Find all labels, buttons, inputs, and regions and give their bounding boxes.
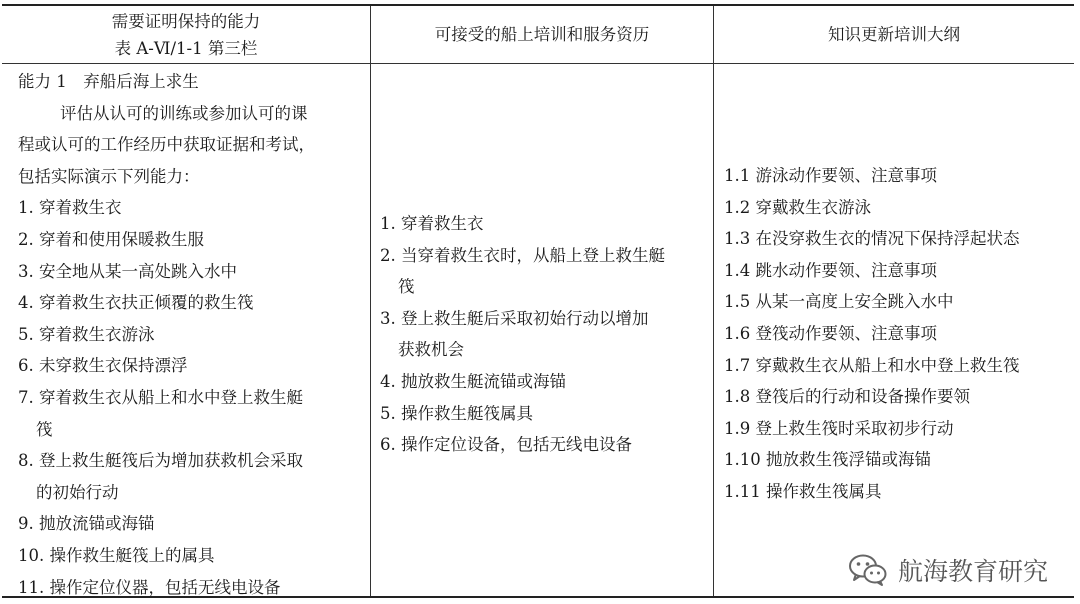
list-item-continuation: 获救机会 — [398, 340, 464, 360]
list-item: 1. 穿着救生衣 — [380, 214, 484, 233]
header-col1-line2: 表 A-Ⅵ/1-1 第三栏 — [114, 38, 258, 58]
list-item: 3. 安全地从某一高处跳入水中 — [18, 261, 237, 281]
list-item: 1. 穿着救生衣 — [18, 198, 122, 218]
list-item: 11. 操作定位仪器，包括无线电设备 — [18, 577, 281, 597]
list-item: 3. 登上救生艇后采取初始行动以增加 — [380, 308, 649, 328]
list-item: 4. 抛放救生艇流锚或海锚 — [380, 371, 566, 391]
syllabus-item: 1.1 游泳动作要领、注意事项 — [724, 166, 937, 185]
header-divider — [2, 63, 1074, 64]
list-item: 5. 操作救生艇筏属具 — [380, 403, 533, 423]
list-item: 10. 操作救生艇筏上的属具 — [18, 545, 215, 565]
list-item: 6. 操作定位设备，包括无线电设备 — [380, 435, 632, 455]
list-item: 5. 穿着救生衣游泳 — [18, 324, 155, 344]
watermark — [848, 552, 1048, 588]
syllabus-item: 1.2 穿戴救生衣游泳 — [724, 197, 871, 217]
syllabus-item: 1.11 操作救生筏属具 — [724, 481, 882, 501]
list-item: 8. 登上救生艇筏后为增加获救机会采取 — [18, 451, 303, 471]
col2-content — [380, 208, 710, 461]
competence-table — [2, 4, 1074, 598]
list-item: 9. 抛放流锚或海锚 — [18, 514, 155, 534]
list-item: 6. 未穿救生衣保持漂浮 — [18, 356, 188, 376]
intro-line: 包括实际演示下列能力： — [18, 166, 200, 186]
syllabus-item: 1.4 跳水动作要领、注意事项 — [724, 260, 937, 280]
col1-content — [18, 66, 366, 603]
list-item-continuation: 筏 — [36, 419, 53, 439]
header-col2 — [371, 6, 713, 63]
header-col1 — [2, 6, 370, 63]
header-col1-line1: 需要证明保持的能力 — [111, 11, 261, 31]
syllabus-item: 1.10 抛放救生筏浮锚或海锚 — [724, 450, 931, 470]
syllabus-item: 1.6 登筏动作要领、注意事项 — [724, 323, 937, 343]
wechat-icon — [848, 553, 888, 587]
header-col3 — [714, 6, 1074, 63]
list-item: 2. 穿着和使用保暖救生服 — [18, 229, 204, 249]
intro-line: 程或认可的工作经历中获取证据和考试， — [18, 135, 315, 155]
list-item: 7. 穿着救生衣从船上和水中登上救生艇 — [18, 387, 303, 407]
competence-title: 能力 1 弃船后海上求生 — [18, 72, 199, 91]
header-col2-text: 可接受的船上培训和服务资历 — [434, 25, 650, 44]
syllabus-item: 1.7 穿戴救生衣从船上和水中登上救生筏 — [724, 355, 1020, 375]
header-col3-text: 知识更新培训大纲 — [828, 25, 960, 44]
syllabus-item: 1.9 登上救生筏时采取初步行动 — [724, 418, 954, 438]
syllabus-item: 1.8 登筏后的行动和设备操作要领 — [724, 387, 970, 407]
list-item-continuation: 的初始行动 — [36, 482, 119, 502]
watermark-text: 航海教育研究 — [897, 557, 1048, 586]
syllabus-item: 1.5 从某一高度上安全跳入水中 — [724, 292, 954, 312]
list-item: 2. 当穿着救生衣时，从船上登上救生艇 — [380, 245, 665, 265]
syllabus-item: 1.3 在没穿救生衣的情况下保持浮起状态 — [724, 229, 1020, 249]
list-item-continuation: 筏 — [398, 277, 415, 297]
col3-content — [724, 160, 1072, 508]
intro-line: 评估从认可的训练或参加认可的课 — [60, 103, 308, 123]
column-divider — [713, 6, 714, 596]
list-item: 4. 穿着救生衣扶正倾覆的救生筏 — [18, 293, 254, 313]
column-divider — [370, 6, 371, 596]
